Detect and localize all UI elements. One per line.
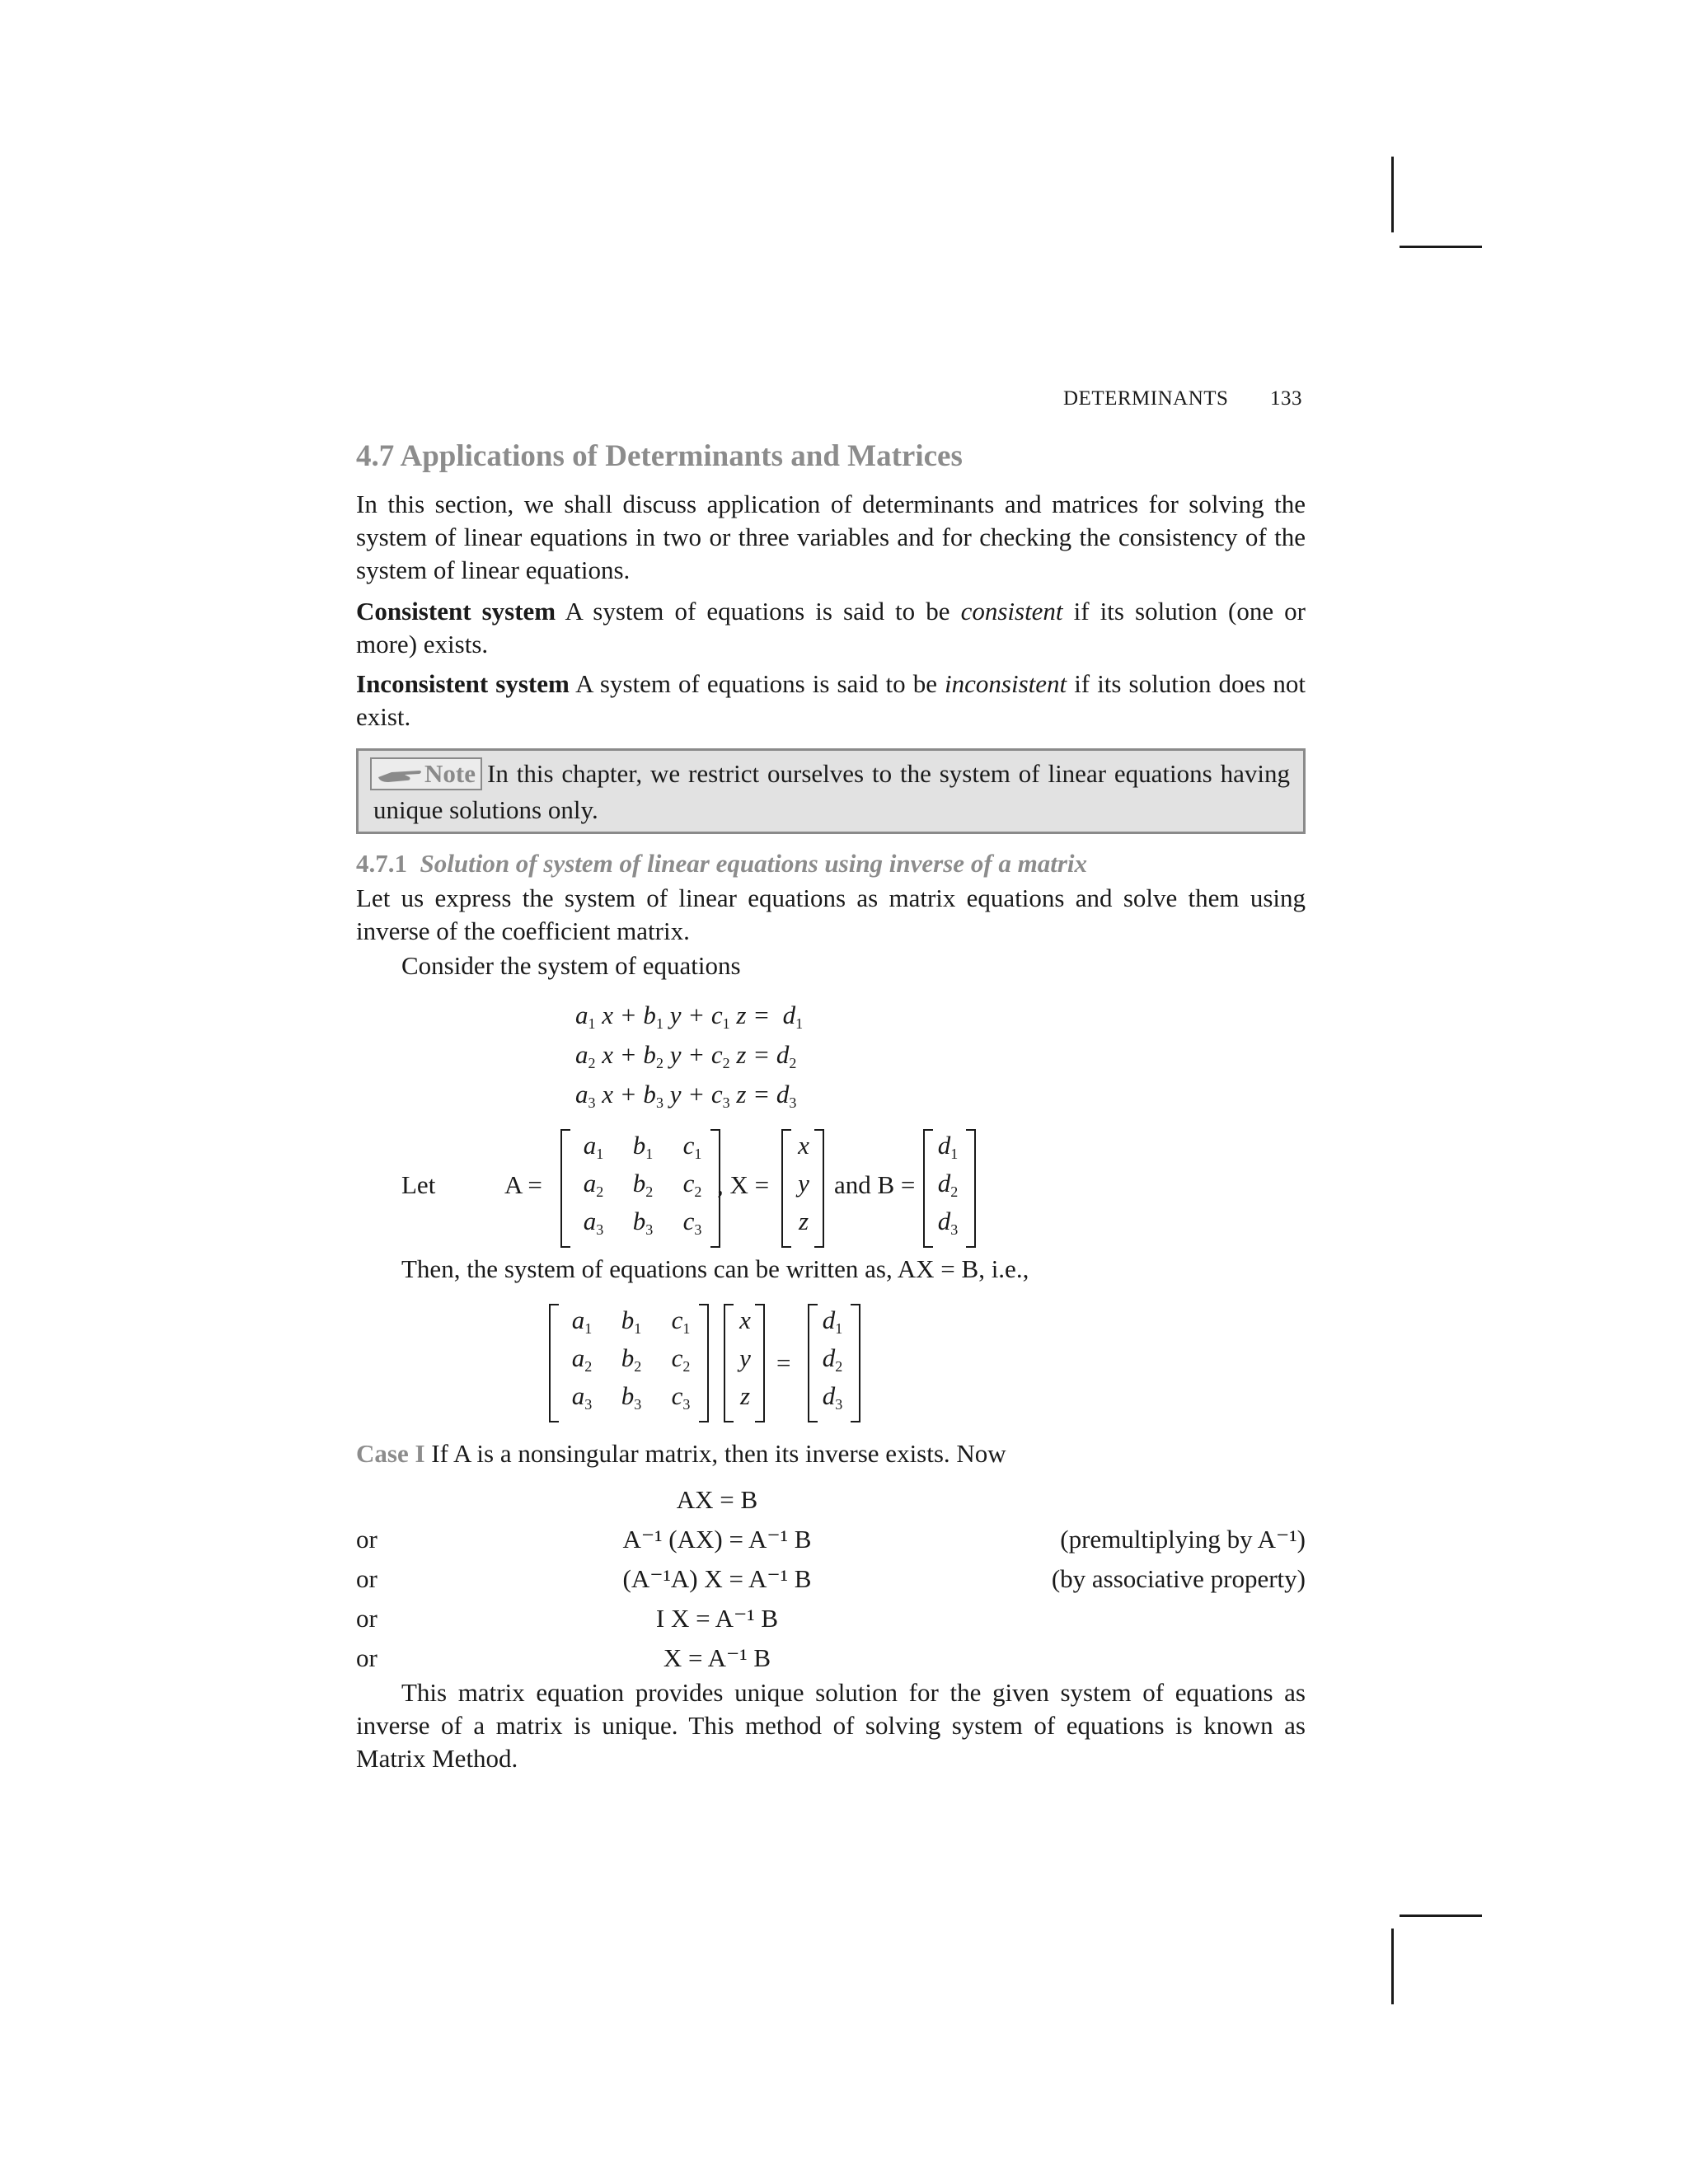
equation-1: $a_1$ $x + b_1$ $y + c_1$ $z = d_1$: [575, 1001, 804, 1032]
step-0-expr: AX = B: [676, 1485, 758, 1514]
subsection-heading: [356, 849, 1087, 879]
matrix-eq-a-cell: $a_1$: [571, 1305, 593, 1337]
then-text: Then, the system of equations can be written as, AX = B, i.e.,: [401, 1254, 1029, 1283]
section-title: [356, 438, 963, 474]
matrix-eq-x-cell: z: [739, 1381, 751, 1410]
matrix-a-cell: $a_2$: [583, 1169, 604, 1200]
a-equals: A =: [504, 1170, 542, 1199]
case-one: [356, 1439, 1006, 1469]
note-box: [356, 748, 1306, 834]
consistent-definition: [356, 595, 1306, 661]
matrix-b-cell: $d_2$: [937, 1169, 959, 1200]
matrix-b-cell: $d_3$: [937, 1207, 959, 1238]
matrix-eq-a-cell: $b_2$: [621, 1343, 642, 1375]
matrix-eq-a: [557, 1305, 706, 1419]
matrix-a-cell: $b_2$: [632, 1169, 654, 1200]
matrix-eq-b-cell: $d_2$: [822, 1343, 843, 1375]
step-4-expr: X = A⁻¹ B: [663, 1643, 771, 1672]
let-label: Let: [401, 1170, 436, 1199]
matrix-x-cell: x: [798, 1131, 809, 1160]
matrix-eq-a-cell: $c_1$: [671, 1305, 691, 1337]
equals-sign: =: [776, 1348, 791, 1377]
matrix-eq-a-cell: $c_3$: [671, 1381, 691, 1413]
subsection-intro: Let us express the system of linear equations as matrix equations and solve them using inverse of the coefficient matrix.: [356, 883, 1306, 945]
case-label: Case I: [356, 1439, 425, 1468]
conclusion-paragraph: This matrix equation provides unique solution for the given system of equations as inverse of a matrix is unique. This method of solving system of equations is known as Matrix Method.: [356, 1678, 1306, 1773]
inconsistent-text-2: if its solution does not exist.: [356, 669, 1306, 731]
matrix-a-cell: $b_3$: [632, 1207, 654, 1238]
matrix-b-right-bracket: [966, 1129, 976, 1248]
matrix-b-cell: $d_1$: [937, 1131, 959, 1162]
matrix-eq-a-cell: $b_1$: [621, 1305, 642, 1337]
equation-3: $a_3$ $x + b_3$ $y + c_3$ $z = d_3$: [575, 1080, 797, 1111]
matrix-eq-b-cell: $d_3$: [822, 1381, 843, 1413]
consistent-term: Consistent system: [356, 597, 556, 626]
matrix-eq-x-right-bracket: [755, 1304, 765, 1422]
consistent-emph: consistent: [960, 597, 1063, 626]
consistent-text-2: if its solution (one or more) exists.: [356, 597, 1306, 658]
matrix-eq-x-cell: y: [739, 1343, 751, 1372]
matrix-a-cell: $c_3$: [682, 1207, 702, 1238]
step-1-expr: A⁻¹ (AX) = A⁻¹ B: [622, 1525, 812, 1554]
matrix-eq-b: [814, 1305, 851, 1419]
b-equals: and B =: [834, 1170, 916, 1199]
equation-2: $a_2$ $x + b_2$ $y + c_2$ $z = d_2$: [575, 1040, 797, 1071]
note-text: In this chapter, we restrict ourselves to the system of linear equations having unique solutions only.: [373, 759, 1290, 824]
matrix-eq-x-cell: x: [739, 1305, 751, 1334]
crop-mark-top-horizontal: [1400, 246, 1482, 248]
header-title: DETERMINANTS: [1063, 387, 1229, 410]
case-text: If A is a nonsingular matrix, then its inverse exists. Now: [424, 1439, 1006, 1468]
matrix-a-cell: $b_1$: [632, 1131, 654, 1162]
consistent-text-1: A system of equations is said to be: [556, 597, 961, 626]
matrix-a-cell: $a_3$: [583, 1207, 604, 1238]
crop-mark-top-vertical: [1391, 157, 1394, 232]
consider-text: Consider the system of equations: [401, 951, 741, 980]
note-label-text: Note: [424, 759, 476, 788]
matrix-x-cell: y: [798, 1169, 809, 1197]
matrix-eq-a-cell: $a_2$: [571, 1343, 593, 1375]
page-number: 133: [1270, 387, 1302, 410]
step-1-prefix: or: [356, 1525, 377, 1554]
running-header: [1063, 387, 1302, 410]
note-label: [370, 757, 482, 790]
section-title-text: Applications of Determinants and Matrices: [400, 439, 963, 473]
inconsistent-text-1: A system of equations is said to be: [569, 669, 945, 698]
step-2-reason: (by associative property): [1051, 1564, 1306, 1593]
crop-mark-bottom-horizontal: [1400, 1915, 1482, 1917]
matrix-a-cell: $c_1$: [682, 1131, 702, 1162]
step-1-reason: (premultiplying by A⁻¹): [1060, 1525, 1306, 1554]
step-2-prefix: or: [356, 1564, 377, 1593]
matrix-a-cell: $a_1$: [583, 1131, 604, 1162]
step-4-prefix: or: [356, 1643, 377, 1672]
x-equals: , X =: [717, 1170, 770, 1199]
matrix-eq-b-right-bracket: [851, 1304, 860, 1422]
matrix-eq-b-cell: $d_1$: [822, 1305, 843, 1337]
inconsistent-emph: inconsistent: [945, 669, 1067, 698]
intro-paragraph: In this section, we shall discuss application of determinants and matrices for solving the system of linear equations in two or three variables and for checking the consistency of the system of linear equations.: [356, 490, 1306, 584]
step-2-expr: (A⁻¹A) X = A⁻¹ B: [622, 1564, 812, 1593]
matrix-eq-a-cell: $b_3$: [621, 1381, 642, 1413]
pointing-hand-icon: [377, 766, 424, 784]
inconsistent-term: Inconsistent system: [356, 669, 570, 698]
matrix-eq-a-right-bracket: [699, 1304, 709, 1422]
matrix-b: [930, 1131, 966, 1244]
subsection-number: 4.7.1: [356, 849, 407, 878]
matrix-x-right-bracket: [814, 1129, 824, 1248]
matrix-a: [569, 1131, 717, 1244]
matrix-a-cell: $c_2$: [682, 1169, 702, 1200]
matrix-eq-a-cell: $c_2$: [671, 1343, 691, 1375]
crop-mark-bottom-vertical: [1391, 1929, 1394, 2004]
step-3-prefix: or: [356, 1604, 377, 1633]
matrix-eq-a-cell: $a_3$: [571, 1381, 593, 1413]
subsection-title: Solution of system of linear equations using inverse of a matrix: [420, 849, 1088, 878]
section-number: 4.7: [356, 439, 395, 473]
matrix-x-cell: z: [798, 1207, 809, 1235]
step-3-expr: I X = A⁻¹ B: [655, 1604, 779, 1633]
inconsistent-definition: [356, 668, 1306, 733]
